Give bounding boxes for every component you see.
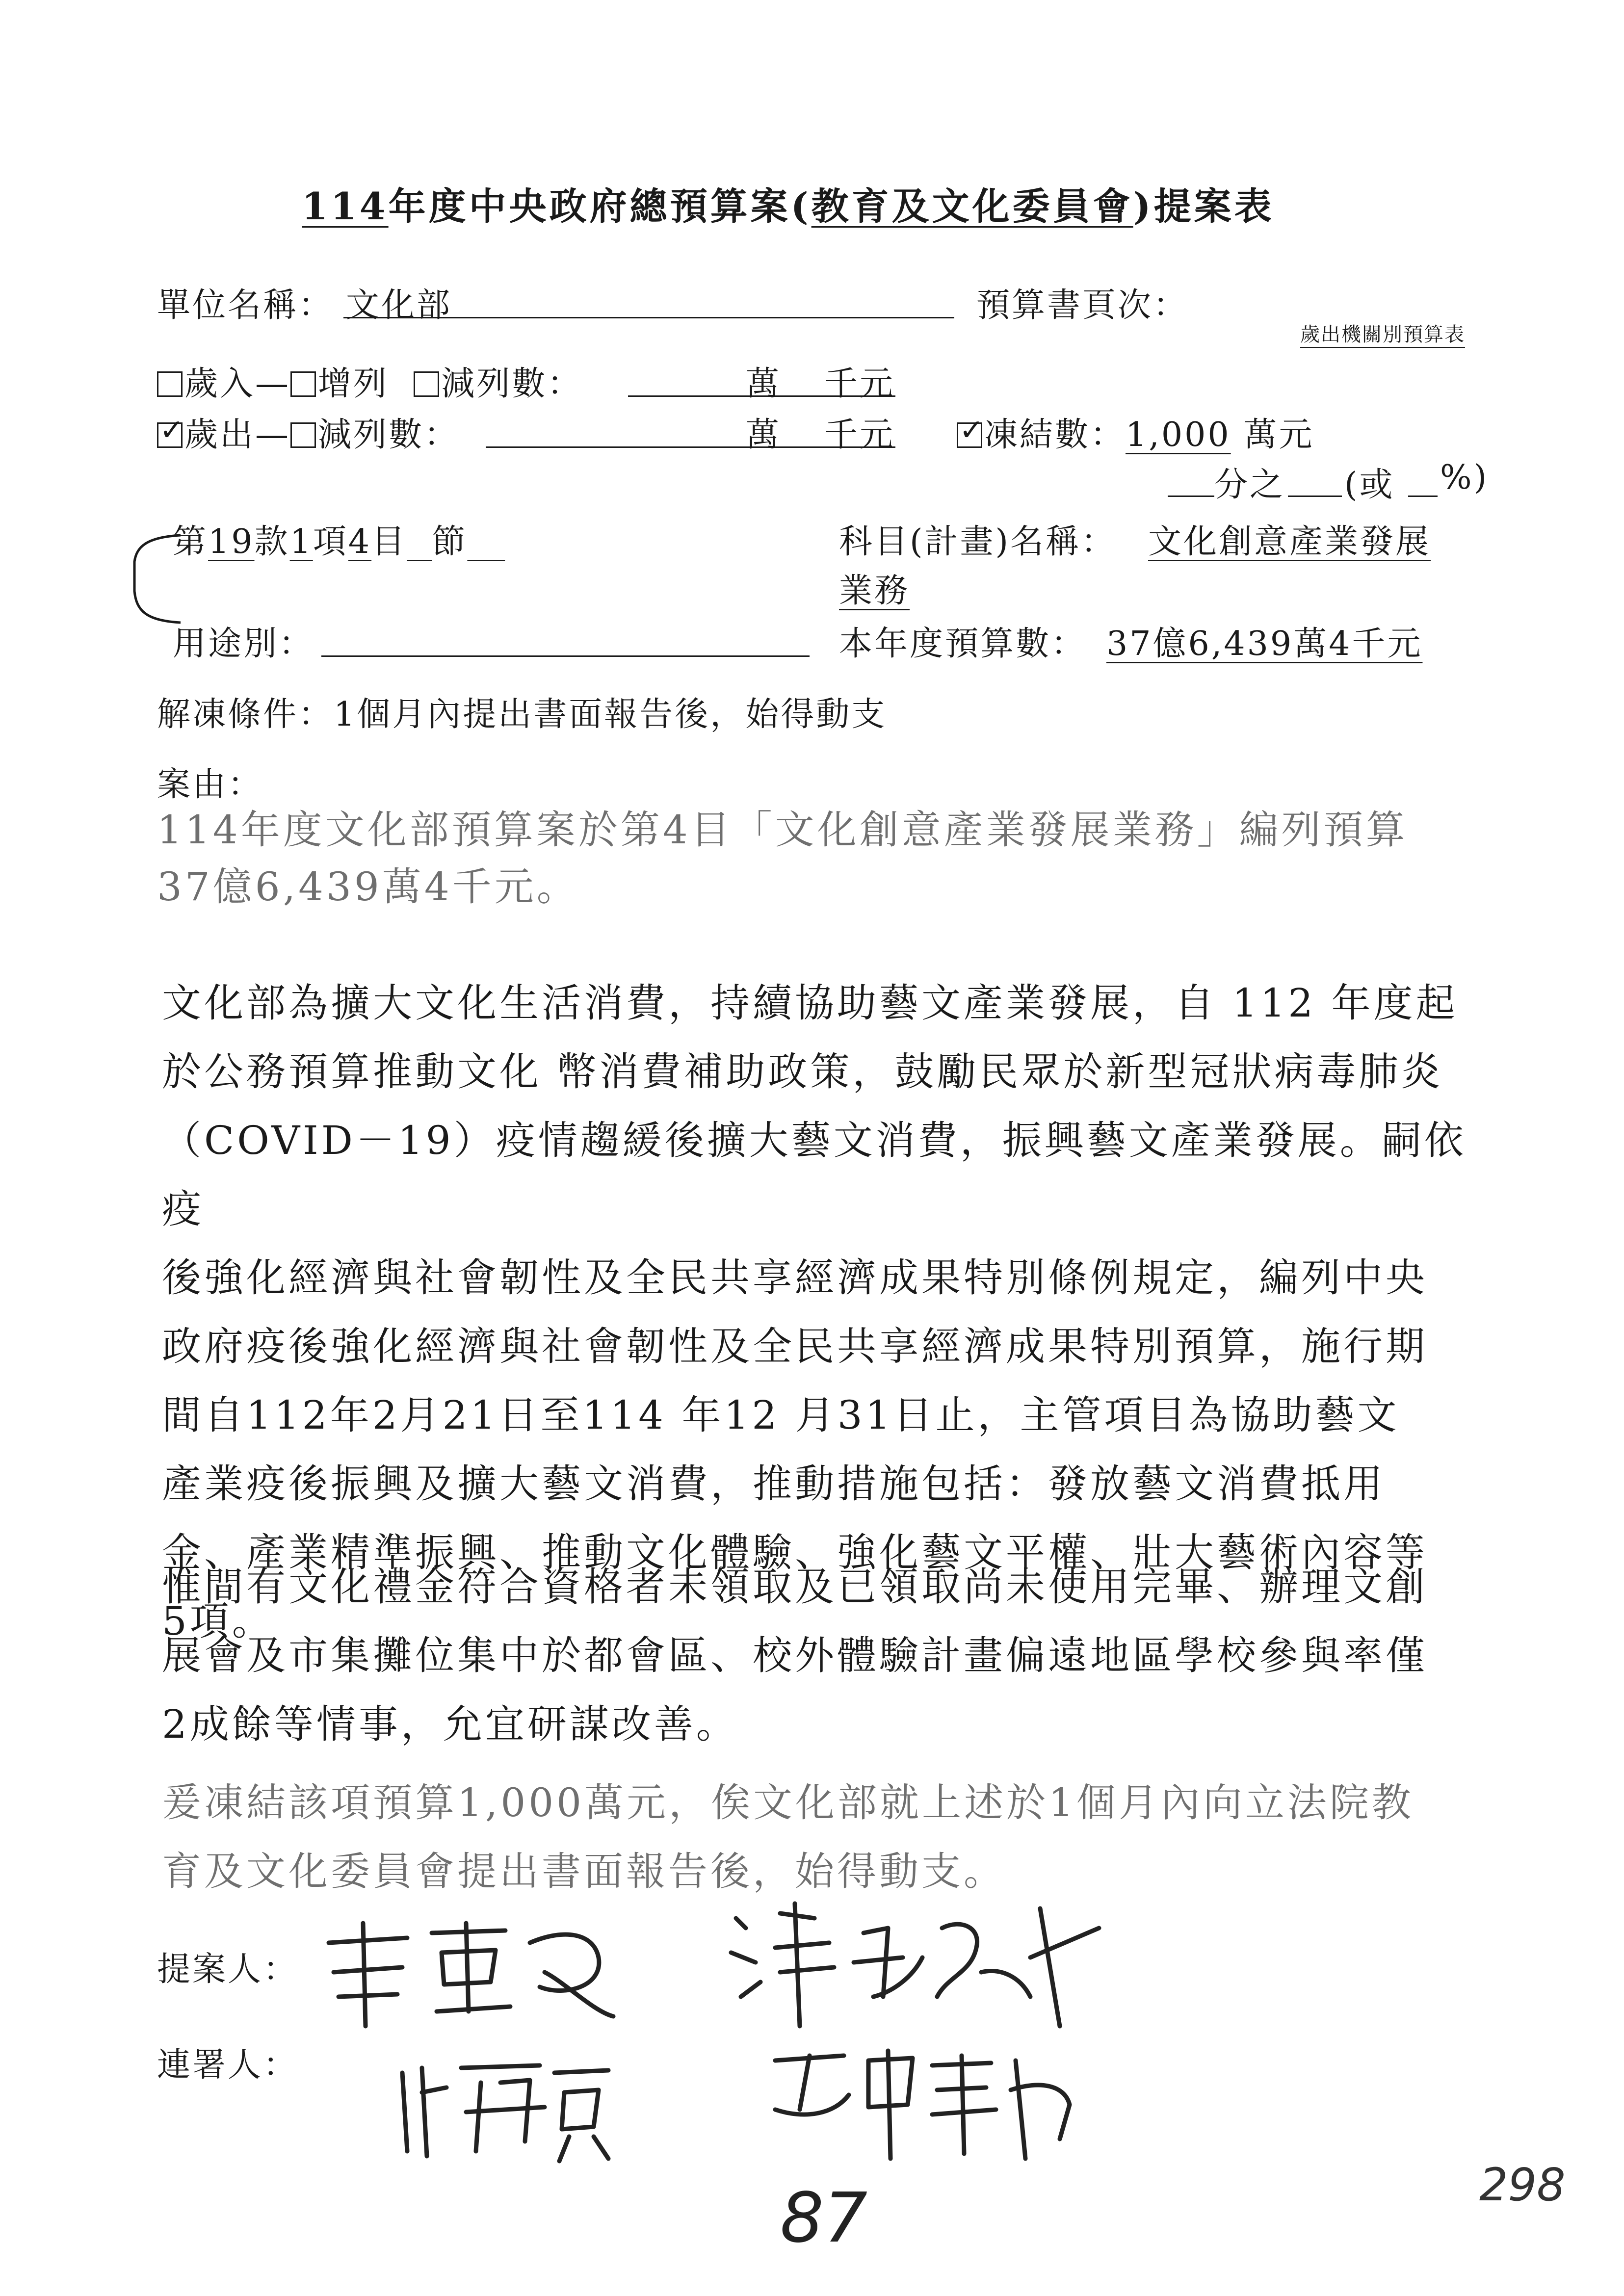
class-blank-2 xyxy=(467,522,505,561)
expenditure-unit-wan: 萬 xyxy=(746,416,782,454)
proposer-signature-1 xyxy=(319,1913,623,2031)
case-para2-line: 政府疫後強化經濟與社會韌性及全民共享經濟成果特別預算，施行期 xyxy=(162,1324,1428,1369)
class-mu: 目 xyxy=(371,522,407,561)
case-para2-line: 產業疫後振興及擴大藝文消費，推動措施包括：發放藝文消費抵用 xyxy=(162,1461,1386,1507)
unfreeze-value: 1個月內提出書面報告後，始得動支 xyxy=(334,695,887,734)
budget-page-label: 預算書頁次： xyxy=(976,286,1189,325)
title-committee: 教育及文化委員會 xyxy=(811,184,1133,228)
case-para3-line: 展會及市集攤位集中於都會區、校外體驗計畫偏遠地區學校參與率僅 xyxy=(162,1633,1428,1678)
case-para4 xyxy=(162,1769,1496,1906)
case-label: 案由： xyxy=(157,765,263,804)
class-blank-1 xyxy=(407,522,432,561)
expenditure-item: 歲出— xyxy=(184,416,291,454)
subject-label: 科目(計畫)名稱： xyxy=(839,522,1117,561)
case-para2-line: 文化部為擴大文化生活消費，持續協助藝文產業發展，自 112 年度起 xyxy=(162,980,1458,1026)
freeze-checkbox[interactable] xyxy=(957,422,982,448)
revenue-increase: 增列 xyxy=(318,365,389,403)
case-para4-line: 育及文化委員會提出書面報告後，始得動支。 xyxy=(162,1849,1006,1894)
class-jie: 節 xyxy=(432,522,468,561)
fraction-fen-zhi: 分之 xyxy=(1214,466,1285,504)
handwritten-corner-number: 298 xyxy=(1479,2159,1566,2211)
revenue-item: 歲入— xyxy=(184,365,291,403)
unfreeze-label: 解凍條件： xyxy=(157,695,334,734)
fraction-blank-3 xyxy=(1408,496,1438,497)
cosigner-signature-1 xyxy=(393,2053,618,2166)
proposer-signature-2 xyxy=(726,1899,1109,2036)
freeze-unit: 萬元 xyxy=(1243,416,1314,454)
classification-line xyxy=(173,515,505,563)
usage-label: 用途別： xyxy=(173,625,314,663)
class-xiang: 項 xyxy=(313,522,348,561)
proposer-label: 提案人： xyxy=(157,1950,299,1989)
case-para2-line: 金、產業精準振興、推動文化體驗、強化藝文平權、壯大藝術內容等 xyxy=(162,1530,1428,1575)
budget-page-note: 歲出機關別預算表 xyxy=(1300,319,1465,348)
case-para3-line: 2成餘等情事，允宜研謀改善。 xyxy=(162,1701,738,1747)
handwritten-page-number: 87 xyxy=(780,2178,868,2258)
fraction-percent: %) xyxy=(1440,458,1489,497)
class-kuan: 款 xyxy=(254,522,290,561)
revenue-unit-qian: 千元 xyxy=(824,365,895,403)
annual-budget-value: 37億6,439萬4千元 xyxy=(1106,625,1423,663)
title-part1: 年度中央政府總預算案( xyxy=(388,184,812,228)
case-para4-line: 爰凍結該項預算1,000萬元，俟文化部就上述於1個月內向立法院教 xyxy=(162,1780,1414,1826)
case-para2-line: 於公務預算推動文化 幣消費補助政策，鼓勵民眾於新型冠狀病毒肺炎 xyxy=(162,1049,1443,1095)
case-para3 xyxy=(162,1553,1496,1759)
class-mu-num: 4 xyxy=(348,522,372,561)
annual-budget-label: 本年度預算數： xyxy=(839,625,1087,663)
unit-underline xyxy=(343,317,954,318)
fraction-paren: (或 xyxy=(1344,466,1395,504)
revenue-decrease-checkbox[interactable] xyxy=(414,371,439,397)
title-part2: )提案表 xyxy=(1133,184,1275,228)
freeze-value: 1,000 xyxy=(1126,416,1231,454)
title-year: 114 xyxy=(302,184,389,228)
expenditure-decrease-checkbox[interactable] xyxy=(290,422,316,448)
revenue-increase-checkbox[interactable] xyxy=(290,371,316,397)
unit-label: 單位名稱： xyxy=(157,286,334,325)
case-para1-line1: 114年度文化部預算案於第4目「文化創意產業發展業務」編列預算 xyxy=(157,807,1408,853)
case-para3-line: 惟間有文化禮金符合資格者未領取及已領取尚未使用完畢、辦理文創 xyxy=(162,1564,1428,1610)
class-kuan-num: 19 xyxy=(208,522,255,561)
case-para2-line: 5項。 xyxy=(162,1598,274,1644)
subject-value-line2: 業務 xyxy=(839,572,910,610)
unit-value: 文化部 xyxy=(346,286,452,325)
usage-underline xyxy=(321,655,810,657)
unfreeze-line xyxy=(157,688,887,735)
class-xiang-num: 1 xyxy=(289,522,313,561)
cosigner-signature-2 xyxy=(765,2041,1079,2168)
expenditure-checkbox[interactable] xyxy=(157,422,183,448)
revenue-line xyxy=(157,357,582,405)
revenue-unit-wan: 萬 xyxy=(746,365,782,403)
freeze-label: 凍結數： xyxy=(984,416,1126,454)
expenditure-unit-qian: 千元 xyxy=(824,416,895,454)
revenue-decrease: 減列數： xyxy=(441,365,583,403)
cosigner-label: 連署人： xyxy=(157,2046,299,2085)
revenue-checkbox[interactable] xyxy=(157,371,183,397)
page-title xyxy=(302,177,1275,230)
subject-value-line1: 文化創意產業發展 xyxy=(1148,522,1431,561)
fraction-blank-2 xyxy=(1288,496,1342,497)
case-para2-line: 間自112年2月21日至114 年12 月31日止，主管項目為協助藝文 xyxy=(162,1392,1400,1438)
case-para1-line2: 37億6,439萬4千元。 xyxy=(157,864,579,910)
expenditure-line xyxy=(157,408,459,456)
freeze-line xyxy=(957,408,1314,456)
class-di: 第 xyxy=(173,522,209,561)
case-para2-line: （COVID－19）疫情趨緩後擴大藝文消費，振興藝文產業發展。嗣依疫 xyxy=(162,1118,1467,1232)
fraction-blank-1 xyxy=(1168,496,1214,497)
case-para2-line: 後強化經濟與社會韌性及全民共享經濟成果特別條例規定，編列中央 xyxy=(162,1255,1428,1301)
expenditure-decrease: 減列數： xyxy=(318,416,460,454)
